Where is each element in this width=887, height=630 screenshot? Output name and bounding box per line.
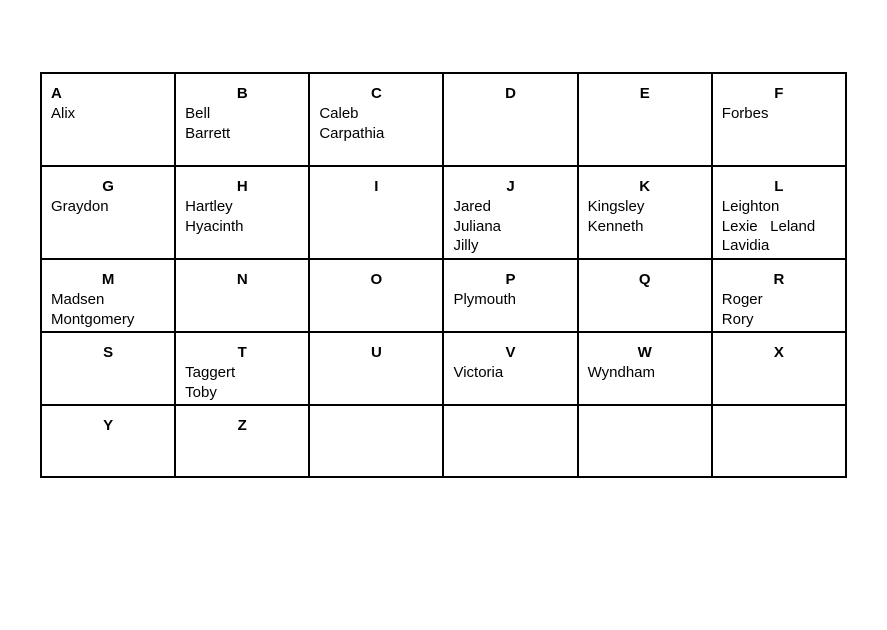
letter-cell-q xyxy=(578,259,712,332)
cell-letter: M xyxy=(101,271,115,288)
cell-name: Hyacinth xyxy=(185,217,244,235)
cell-name: Carpathia xyxy=(319,124,385,142)
cell-letter: R xyxy=(773,271,785,288)
cell-name: Forbes xyxy=(721,105,769,122)
cell-letter: A xyxy=(51,85,62,102)
cell-name: Kenneth xyxy=(587,217,644,235)
letter-cell-j xyxy=(443,166,577,259)
letter-cell-e xyxy=(578,73,712,166)
cell-name: Juliana xyxy=(453,217,502,235)
cell-name: Montgomery xyxy=(51,310,135,328)
cell-letter: B xyxy=(236,85,248,102)
cell-name: Lexie Leland xyxy=(721,217,816,235)
table-row xyxy=(41,405,846,477)
cell-name: Lavidia xyxy=(721,237,770,254)
cell-letter: U xyxy=(370,344,382,361)
cell-name: Rory xyxy=(721,310,754,328)
cell-letter: G xyxy=(102,178,114,195)
cell-letter: S xyxy=(103,344,114,361)
letter-cell-y xyxy=(41,405,175,477)
letter-cell-l xyxy=(712,166,846,259)
cell-name: Toby xyxy=(185,383,217,401)
letter-cell-v xyxy=(443,332,577,405)
cell-letter: F xyxy=(774,85,784,102)
empty-cell xyxy=(712,405,846,477)
alphabet-names-table xyxy=(40,72,847,478)
cell-name: Jared xyxy=(453,198,491,215)
empty-cell xyxy=(443,405,577,477)
cell-name: Caleb xyxy=(319,105,359,122)
cell-letter: K xyxy=(639,178,651,195)
cell-name: Madsen xyxy=(51,291,105,308)
cell-letter: H xyxy=(236,178,248,195)
letter-cell-c xyxy=(309,73,443,166)
empty-cell xyxy=(578,405,712,477)
letter-cell-a xyxy=(41,73,175,166)
cell-letter: O xyxy=(370,271,383,288)
cell-name: Wyndham xyxy=(587,364,656,381)
cell-name: Kingsley xyxy=(587,198,645,215)
cell-name: Alix xyxy=(51,105,76,122)
table-row xyxy=(41,259,846,332)
letter-cell-t xyxy=(175,332,309,405)
table-row xyxy=(41,73,846,166)
letter-cell-f xyxy=(712,73,846,166)
cell-letter: V xyxy=(505,344,516,361)
empty-cell xyxy=(309,405,443,477)
table-row xyxy=(41,166,846,259)
cell-name: Graydon xyxy=(51,198,109,215)
cell-letter: Y xyxy=(103,417,114,434)
letter-cell-x xyxy=(712,332,846,405)
cell-letter: L xyxy=(774,178,784,195)
cell-letter: I xyxy=(374,178,379,195)
cell-letter: P xyxy=(505,271,516,288)
cell-letter: D xyxy=(505,85,516,102)
letter-cell-i xyxy=(309,166,443,259)
cell-letter: X xyxy=(773,344,784,361)
cell-letter: Z xyxy=(237,417,247,434)
cell-letter: W xyxy=(637,344,652,361)
cell-letter: C xyxy=(370,85,382,102)
letter-cell-r xyxy=(712,259,846,332)
letter-cell-z xyxy=(175,405,309,477)
cell-name: Hartley xyxy=(185,198,233,215)
letter-cell-b xyxy=(175,73,309,166)
cell-name: Bell xyxy=(185,105,211,122)
letter-cell-m xyxy=(41,259,175,332)
letter-cell-g xyxy=(41,166,175,259)
letter-cell-u xyxy=(309,332,443,405)
cell-name: Roger xyxy=(721,291,763,308)
cell-name: Jilly xyxy=(453,237,479,254)
cell-letter: N xyxy=(236,271,248,288)
letter-cell-d xyxy=(443,73,577,166)
letter-cell-o xyxy=(309,259,443,332)
cell-name: Barrett xyxy=(185,124,231,142)
cell-letter: T xyxy=(237,344,247,361)
letter-cell-p xyxy=(443,259,577,332)
table-row xyxy=(41,332,846,405)
letter-cell-s xyxy=(41,332,175,405)
cell-name: Plymouth xyxy=(453,291,516,308)
letter-cell-h xyxy=(175,166,309,259)
cell-name: Taggert xyxy=(185,364,236,381)
cell-name: Victoria xyxy=(453,364,504,381)
cell-name: Leighton xyxy=(721,198,780,215)
letter-cell-n xyxy=(175,259,309,332)
cell-letter: J xyxy=(506,178,515,195)
letter-cell-w xyxy=(578,332,712,405)
cell-letter: E xyxy=(639,85,650,102)
cell-letter: Q xyxy=(638,271,651,288)
letter-cell-k xyxy=(578,166,712,259)
